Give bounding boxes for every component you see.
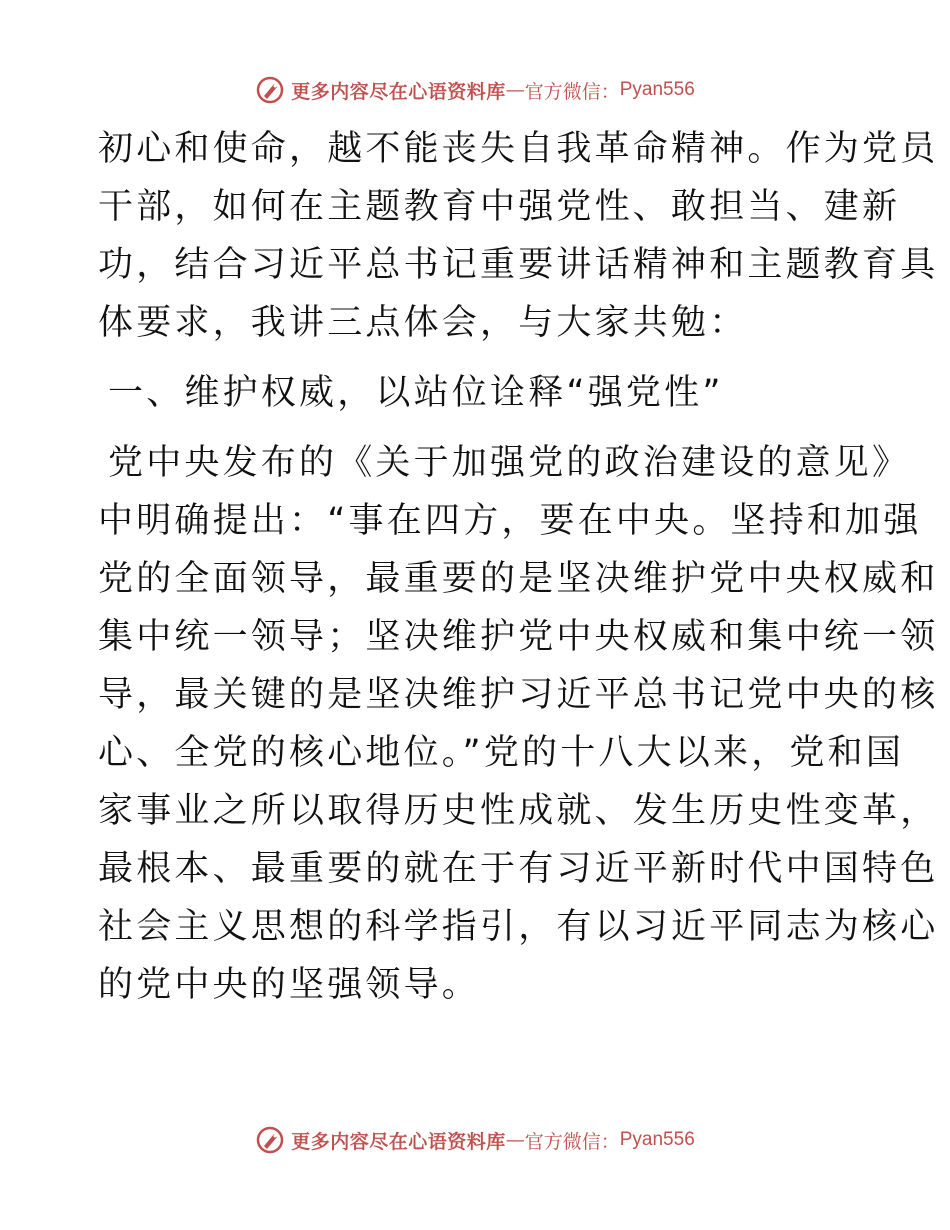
paragraph-1	[98, 120, 939, 352]
watermark-separator: —	[505, 79, 525, 101]
text-line: 中明确提出：“事在四方，要在中央。坚持和加强	[98, 501, 922, 541]
paragraph-2	[98, 434, 939, 1014]
watermark-banner-top	[0, 70, 950, 110]
text-line: 的党中央的坚强领导。	[98, 965, 481, 1005]
text-line: 家事业之所以取得历史性成就、发生历史性变革，	[98, 791, 939, 831]
text-line: 最根本、最重要的就在于有习近平新时代中国特色	[98, 849, 939, 889]
text-line: 初心和使命，越不能丧失自我革命精神。作为党员	[98, 129, 939, 169]
watermark-banner-bottom	[0, 1120, 950, 1160]
document-body	[98, 120, 939, 1014]
text-line: 党的全面领导，最重要的是坚决维护党中央权威和	[98, 559, 939, 599]
text-line: 集中统一领导；坚决维护党中央权威和集中统一领	[98, 617, 939, 657]
text-line: 干部，如何在主题教育中强党性、敢担当、建新	[98, 187, 901, 227]
text-line: 体要求，我讲三点体会，与大家共勉：	[98, 303, 748, 343]
wechat-label: 官方微信：	[524, 1130, 620, 1153]
watermark-separator: —	[505, 1129, 525, 1151]
pen-nib-logo-icon	[255, 75, 285, 105]
text-line: 功，结合习近平总书记重要讲话精神和主题教育具	[98, 245, 939, 285]
section-heading: 一、维护权威，以站位诠释“强党性”	[108, 373, 724, 413]
text-line: 社会主义思想的科学指引，有以习近平同志为核心	[98, 907, 939, 947]
text-line: 导，最关键的是坚决维护习近平总书记党中央的核	[98, 675, 939, 715]
text-line: 心、全党的核心地位。”党的十八大以来，党和国	[98, 733, 905, 773]
pen-nib-logo-icon	[255, 1125, 285, 1155]
wechat-id: Pyan556	[619, 1129, 695, 1150]
watermark-text: 更多内容尽在心语资料库	[291, 1130, 506, 1153]
text-line: 党中央发布的《关于加强党的政治建设的意见》	[108, 443, 911, 483]
wechat-id: Pyan556	[619, 79, 695, 100]
watermark-text: 更多内容尽在心语资料库	[291, 80, 506, 103]
wechat-label: 官方微信：	[524, 80, 620, 103]
